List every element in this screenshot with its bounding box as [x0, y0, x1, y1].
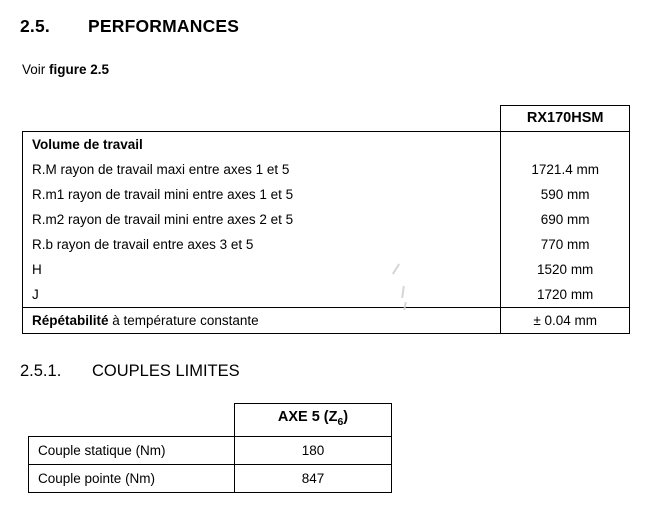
column-header-subscript: 6 — [337, 416, 344, 428]
row-label: R.m2 rayon de travail mini entre axes 2 et 5 — [23, 207, 501, 232]
section-title: PERFORMANCES — [88, 16, 240, 36]
row-label: J — [23, 282, 501, 308]
subsection-heading — [20, 362, 240, 381]
table-row — [23, 132, 630, 158]
couples-limites-table — [28, 403, 392, 493]
header-empty-cell — [29, 404, 235, 437]
table-header-row — [29, 404, 392, 437]
section-number: 2.5. — [20, 16, 50, 36]
row-value: 180 — [235, 436, 392, 464]
subsection-title: COUPLES LIMITES — [92, 362, 240, 380]
row-value: 770 mm — [501, 232, 630, 257]
row-label: R.m1 rayon de travail mini entre axes 1 et 5 — [23, 182, 501, 207]
header-empty-cell — [23, 106, 501, 132]
row-label: Couple statique (Nm) — [29, 436, 235, 464]
performance-table — [22, 105, 630, 334]
figure-reference-prefix: Voir — [22, 62, 50, 77]
footer-label-rest: à température constante — [108, 313, 259, 328]
table-row — [23, 207, 630, 232]
row-value — [501, 132, 630, 158]
footer-row-value: ± 0.04 mm — [501, 308, 630, 334]
table-footer-row — [23, 308, 630, 334]
row-label: Volume de travail — [23, 132, 501, 158]
row-label: R.M rayon de travail maxi entre axes 1 et 5 — [23, 157, 501, 182]
footer-row-label — [23, 308, 501, 334]
row-value: 590 mm — [501, 182, 630, 207]
row-value: 1520 mm — [501, 257, 630, 282]
row-value: 847 — [235, 464, 392, 492]
table-row — [29, 436, 392, 464]
subsection-number: 2.5.1. — [20, 362, 62, 380]
column-header-prefix: AXE 5 (Z — [277, 409, 338, 425]
table-row — [23, 282, 630, 308]
row-value: 1720 mm — [501, 282, 630, 308]
figure-reference-link: figure 2.5 — [49, 62, 110, 77]
figure-reference — [22, 62, 109, 77]
table-row — [23, 232, 630, 257]
table-header-row — [23, 106, 630, 132]
table-row — [23, 182, 630, 207]
row-label: Couple pointe (Nm) — [29, 464, 235, 492]
table-row — [23, 257, 630, 282]
column-header-suffix: ) — [343, 409, 349, 425]
table-row — [29, 464, 392, 492]
table-row — [23, 157, 630, 182]
column-header-axe5 — [235, 404, 392, 437]
row-value: 1721.4 mm — [501, 157, 630, 182]
row-value: 690 mm — [501, 207, 630, 232]
row-label: R.b rayon de travail entre axes 3 et 5 — [23, 232, 501, 257]
footer-label-bold: Répétabilité — [32, 313, 109, 328]
row-label: H — [23, 257, 501, 282]
section-heading — [20, 16, 239, 37]
column-header-rx170hsm: RX170HSM — [501, 106, 630, 132]
